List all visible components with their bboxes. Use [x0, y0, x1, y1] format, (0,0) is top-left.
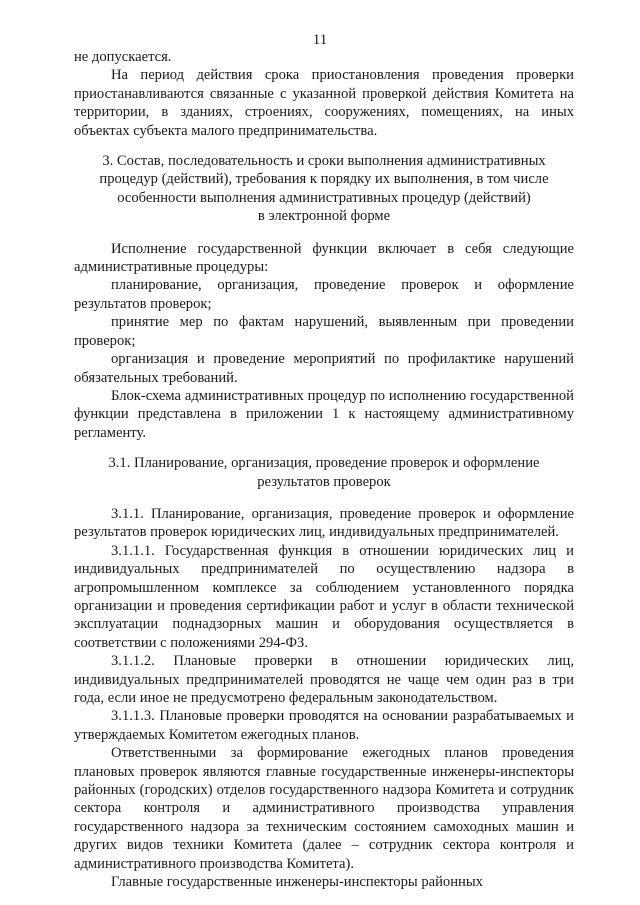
heading-line: 3. Состав, последовательность и сроки выполнения административных: [102, 153, 546, 170]
document-body: [74, 48, 574, 891]
paragraph: не допускается.: [74, 49, 172, 65]
paragraph: Ответственными за формирование ежегодных планов проведения плановых проверок являются главные государственные инженеры-инспекторы районных (городских) отделов государственного надзора Комитета и сотрудник сектора контроля и административного производства управления государственного надзора за техническим состоянием самоходных машин и других видов техники Комитета (далее – сотрудник сектора контроля и административного производства Комитета).: [74, 745, 574, 872]
paragraph: Блок-схема административных процедур по исполнению государственной функции представлена в приложении 1 к настоящему административному регламенту.: [74, 387, 574, 441]
paragraph: 3.1.1.3. Плановые проверки проводятся на основании разрабатываемых и утверждаемых Комитетом ежегодных планов.: [74, 708, 574, 743]
paragraph: На период действия срока приостановления проведения проверки приостанавливаются связанные с указанной проверкой действия Комитета на территории, в зданиях, строениях, сооружениях, помещениях, на иных объектах субъекта малого предпринимательства.: [74, 67, 574, 139]
paragraph: Главные государственные инженеры-инспекторы районных: [111, 874, 483, 891]
paragraph: Исполнение государственной функции включает в себя следующие административные процедуры:: [74, 240, 574, 276]
heading-line: результатов проверок: [257, 473, 391, 490]
list-item: планирование, организация, проведение проверок и оформление результатов проверок;: [74, 277, 574, 312]
list-item: организация и проведение мероприятий по профилактике нарушений обязательных требований.: [74, 351, 574, 386]
paragraph: 3.1.1. Планирование, организация, проведение проверок и оформление результатов проверок юридических лиц, индивидуальных предпринимателей.: [74, 505, 574, 541]
list-item: принятие мер по фактам нарушений, выявленным при проведении проверок;: [74, 314, 574, 349]
section-heading: [74, 152, 574, 226]
page-number: 11: [312, 32, 328, 48]
paragraph: 3.1.1.2. Плановые проверки в отношении юридических лиц, индивидуальных предпринимателей проводятся не чаще чем один раз в три года, если иное не предусмотрено федеральным законодательством.: [74, 653, 574, 706]
heading-line: особенности выполнения административных процедур (действий): [117, 189, 531, 206]
heading-line: процедур (действий), требования к порядку их выполнения, в том числе: [99, 171, 549, 188]
heading-line: 3.1. Планирование, организация, проведение проверок и оформление: [108, 455, 540, 472]
subsection-heading: [74, 454, 574, 491]
paragraph: 3.1.1.1. Государственная функция в отношении юридических лиц и индивидуальных предпринимателей по осуществлению надзора в агропромышленном комплексе за соблюдением установленного порядка организации и проведения сертификации работ и услуг в области технической эксплуатации поднадзорных машин и оборудования осуществляется в соответствии с положениями 294-ФЗ.: [74, 542, 574, 651]
heading-line: в электронной форме: [257, 208, 391, 225]
